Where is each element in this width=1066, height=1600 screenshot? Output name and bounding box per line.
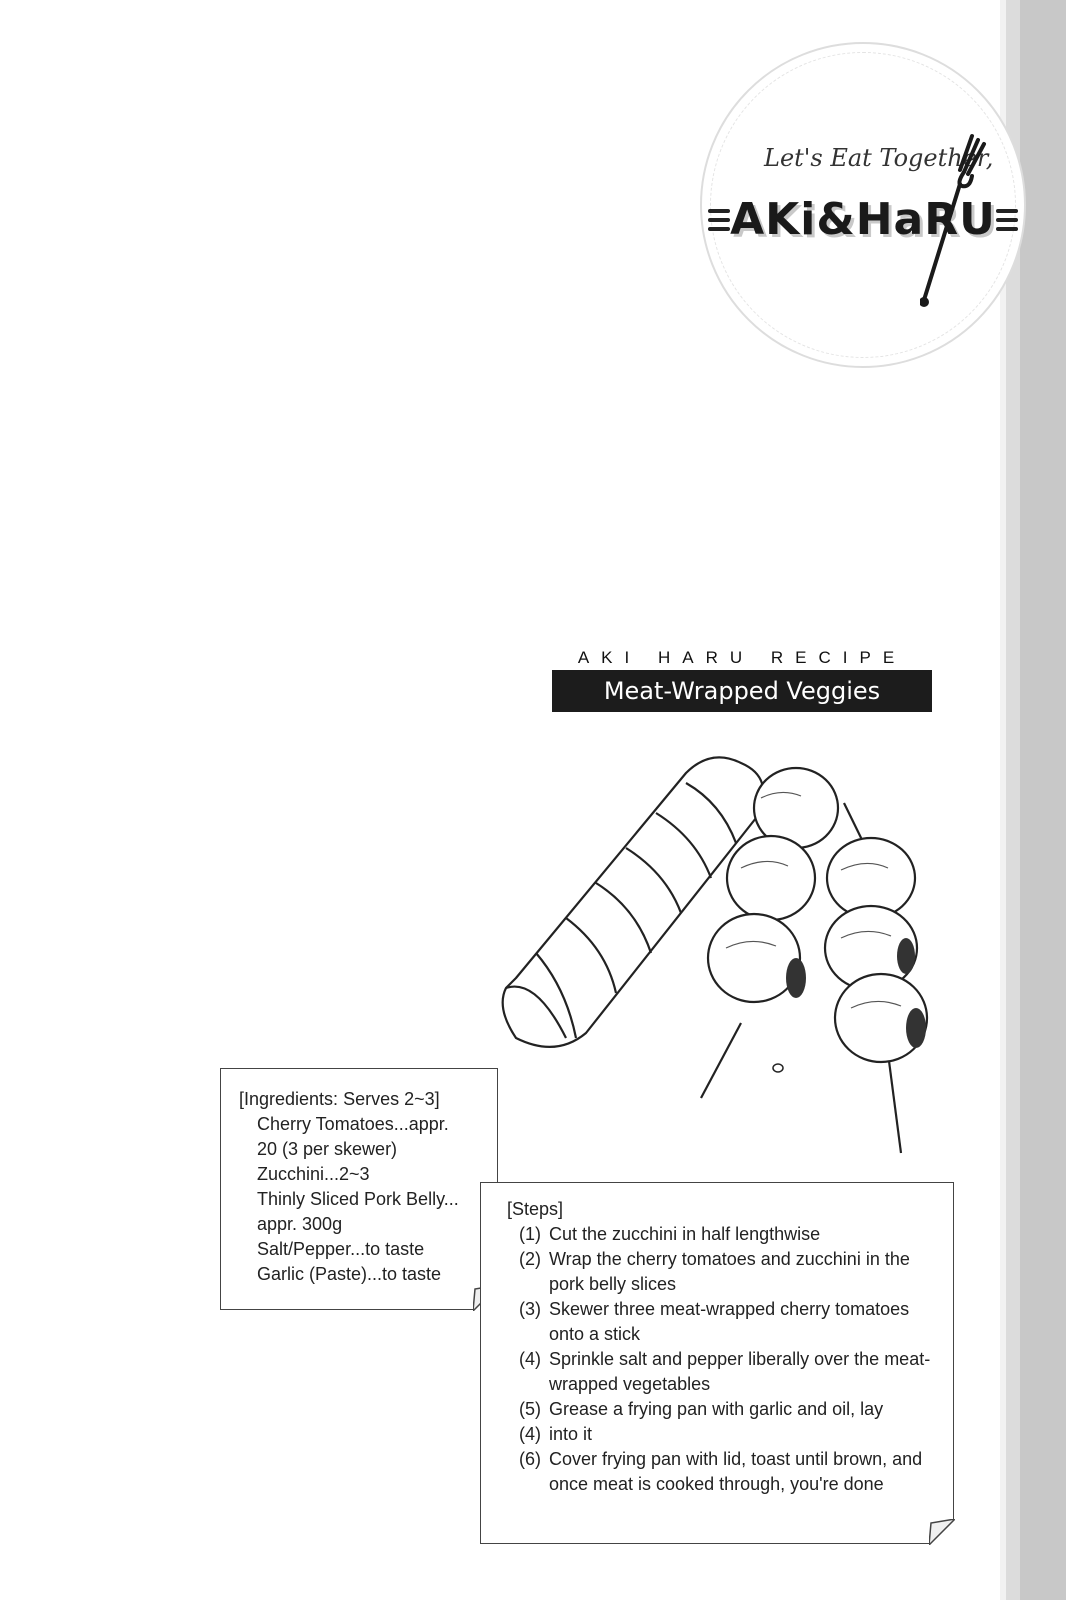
logo-script-text: Let's Eat Together,: [764, 144, 994, 172]
step-item: (5) Grease a frying pan with garlic and oil, lay: [519, 1399, 884, 1419]
steps-note: [480, 1182, 954, 1544]
recipe-title: Meat-Wrapped Veggies: [552, 670, 932, 712]
page-fold-icon: [929, 1519, 955, 1545]
ingredient-line: 20 (3 per skewer): [257, 1139, 398, 1159]
step-item: (1) Cut the zucchini in half lengthwise: [519, 1224, 821, 1244]
logo-dashes-right: [996, 204, 1018, 238]
ingredient-line: appr. 300g: [257, 1214, 343, 1234]
logo-title: AKi&HaRU: [730, 194, 996, 245]
step-item: (4) Sprinkle salt and pepper liberally over the meat-wrapped vegetables: [519, 1349, 931, 1394]
recipe-kicker: AKI HARU RECIPE: [577, 648, 907, 667]
ingredient-line: Cherry Tomatoes...appr.: [257, 1114, 449, 1134]
steps-heading: [Steps]: [507, 1199, 564, 1219]
meat-wrapped-veggies-illustration: [496, 738, 956, 1168]
ingredients-note: [220, 1068, 498, 1310]
step-item: (3) Skewer three meat-wrapped cherry tomatoes onto a stick: [519, 1299, 910, 1344]
step-item: (4) into it: [519, 1424, 593, 1444]
ingredient-line: Thinly Sliced Pork Belly...: [257, 1189, 459, 1209]
step-item: (2) Wrap the cherry tomatoes and zucchini in the pork belly slices: [519, 1249, 910, 1294]
step-item: (6) Cover frying pan with lid, toast until brown, and once meat is cooked through, you're done: [519, 1449, 923, 1494]
fork-icon: [920, 132, 990, 312]
ingredient-line: Salt/Pepper...to taste: [257, 1239, 425, 1259]
ingredients-heading: [Ingredients: Serves 2~3]: [239, 1089, 440, 1109]
series-logo: [700, 42, 1026, 368]
ingredient-line: Garlic (Paste)...to taste: [257, 1264, 442, 1284]
ingredient-line: Zucchini...2~3: [257, 1164, 370, 1184]
